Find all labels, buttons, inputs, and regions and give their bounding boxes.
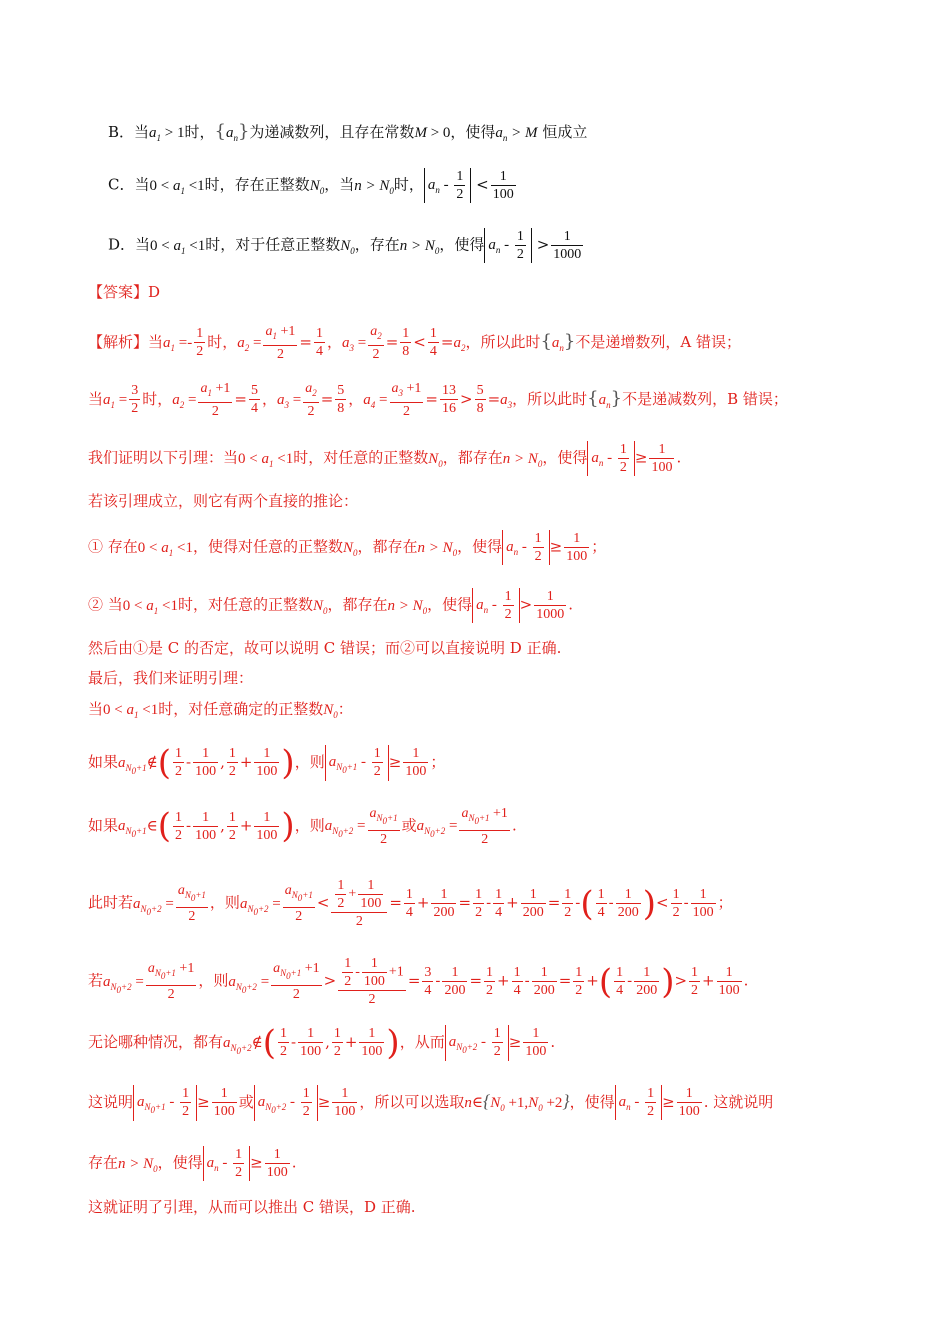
analysis-line-15: 这说明 $a_{N_0+1}$ - $\frac{1}{2}$ ≥ $\frac{1}{100}$ 或 $a_{N_0+2}$ - $\frac{1}{2}$ ≥ $\frac{1}{100}$ ，所以可以选取$n\in\{N_0 +1,N_0 +2\}$，使得 $a_n$ - $\frac{1}{2}$ ≥ $\frac{1}{100}$ . 这就说明 [88, 1086, 774, 1120]
analysis-line-10: 如果$a_{N_0+1}\notin$( $\frac{1}{2}$ - $\frac{1}{100}$ , $\frac{1}{2}$ + $\frac{1}{100}$ )，则 $a_{N_0+1}$ - $\frac{1}{2}$ ≥ $\frac{1}{100}$ ； [88, 742, 446, 783]
analysis-line-3: 我们证明以下引理：当$0 < a_1 <1$时，对任意的正整数$N_0$，都存在$n > N_0$，使得 $a_n$ - $\frac{1}{2}$ ≥ $\frac{1}{100}$ . [88, 442, 682, 475]
analysis-line-2: 当$a_1$ = $\frac{3}{2}$ 时，$a_2$ = $\frac{a_1 +1}{2}$ = $\frac{5}{4}$ ，$a_3$ = $\frac{a_2}{2}$ = $\frac{5}{8}$ ，$a_4$ = $\frac{a_3 +1}{2}$ = $\frac{13}{16}$ > $\frac{5}{8}$ $=a_3$，所以此时$\{a_n\}$不是递减数列，B 错误； [88, 381, 788, 419]
analysis-line-17: 这就证明了引理，从而可以推出 C 错误，D 正确. [88, 1198, 416, 1216]
analysis-line-8: 最后，我们来证明引理： [88, 669, 254, 687]
analysis-line-1: 【解析】当$a_1$ =- $\frac{1}{2}$ 时，$a_2$ = $\frac{a_1 +1}{2}$ = $\frac{1}{4}$ ，$a_3$ = $\frac{a_2}{2}$ = $\frac{1}{8}$ < $\frac{1}{4}$ $=a_2$，所以此时$\{a_n\}$不是递增数列，A 错误； [88, 324, 741, 362]
analysis-line-6: ② 当$0 < a_1 <1$时，对任意的正整数$N_0$，都存在$n > N_0$，使得 $a_n$ - $\frac{1}{2}$ > $\frac{1}{1000}$ . [88, 589, 574, 622]
analysis-line-12: 此时若$a_{N_0+2}$ = $\frac{a_{N_0+1}}{2}$ ，则$a_{N_0+2}$ = $\frac{a_{N_0+1}}{2}$ < $\frac{1}{2}$ + $\frac{1}{100}$ 2 = $\frac{1}{4}$ + $\frac{1}{200}$ = $\frac{1}{2}$ - $\frac{1}{4}$ + $\frac{1}{200}$ = $\frac{1}{2}$ -( $\frac{1}{4}$ - $\frac{1}{200}$ )< $\frac{1}{2}$ - $\frac{1}{100}$ ； [88, 878, 733, 929]
analysis-line-4: 若该引理成立，则它有两个直接的推论： [88, 492, 359, 510]
analysis-line-7: 然后由①是 C 的否定，故可以说明 C 错误；而②可以直接说明 D 正确. [88, 639, 562, 657]
option-b: B．当$a_1 > 1$时，$\{a_n\}$为递减数列，且存在常数M > 0，使得$a_n > M$ 恒成立 [108, 121, 588, 143]
answer-label: 【答案】D [88, 283, 161, 301]
analysis-line-14: 无论哪种情况，都有$a_{N_0+2}\notin$( $\frac{1}{2}$ - $\frac{1}{100}$ , $\frac{1}{2}$ + $\frac{1}{100}$ )，从而 $a_{N_0+2}$ - $\frac{1}{2}$ ≥ $\frac{1}{100}$ . [88, 1022, 556, 1063]
analysis-line-5: ① 存在$0 < a_1 <1$，使得对任意的正整数$N_0$，都存在$n > N_0$，使得 $a_n$ - $\frac{1}{2}$ ≥ $\frac{1}{100}$ ； [88, 531, 607, 564]
analysis-line-9: 当$0 < a_1 <1$时，对任意确定的正整数$N_0$： [88, 700, 353, 720]
analysis-line-16: 存在$n > N_0$，使得 $a_n$ - $\frac{1}{2}$ ≥ $\frac{1}{100}$ . [88, 1147, 297, 1180]
analysis-line-11: 如果$a_{N_0+1}\in$( $\frac{1}{2}$ - $\frac{1}{100}$ , $\frac{1}{2}$ + $\frac{1}{100}$ )，则$a_{N_0+2}$ = $\frac{a_{N_0+1}}{2}$ 或$a_{N_0+2}$ = $\frac{a_{N_0+1} +1}{2}$ . [88, 806, 517, 847]
analysis-line-13: 若$a_{N_0+2}$ = $\frac{a_{N_0+1} +1}{2}$ ，则$a_{N_0+2}$ = $\frac{a_{N_0+1} +1}{2}$ > $\frac{1}{2}$ - $\frac{1}{100}$ +1 2 = $\frac{3}{4}$ - $\frac{1}{200}$ = $\frac{1}{2}$ + $\frac{1}{4}$ - $\frac{1}{200}$ = $\frac{1}{2}$ +( $\frac{1}{4}$ - $\frac{1}{200}$ )> $\frac{1}{2}$ + $\frac{1}{100}$ . [88, 956, 749, 1007]
option-d: D．当$0 < a_1 <1$时，对于任意正整数$N_0$，存在$n > N_0$，使得 $a_n$ - $\frac{1}{2}$ > $\frac{1}{1000}$ [108, 229, 582, 262]
option-c: C．当$0 < a_1 <1$时，存在正整数$N_0$，当$n > N_0$时， $a_n$ - $\frac{1}{2}$ < $\frac{1}{100}$ [108, 169, 514, 202]
